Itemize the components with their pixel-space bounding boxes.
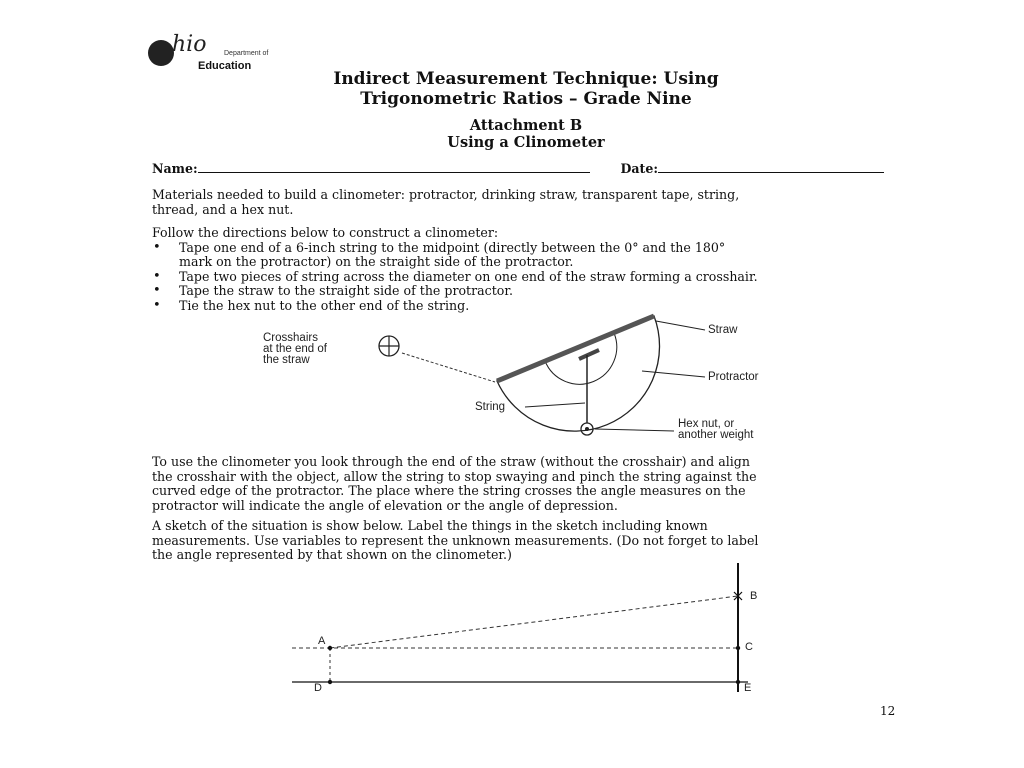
logo-education-text: Education	[198, 60, 252, 72]
usage-line: To use the clinometer you look through the end of the straw (without the crosshair) and align	[152, 454, 750, 469]
direction-step-text: Tie the hex nut to the other end of the string.	[179, 297, 470, 313]
point-d-marker	[328, 680, 332, 684]
sketch-instruction-line: A sketch of the situation is show below. Label the things in the sketch including known	[152, 518, 708, 533]
point-c-label: C	[745, 641, 753, 653]
crosshairs-label-line: at the end of	[263, 343, 327, 355]
name-label: Name:	[152, 161, 198, 176]
point-a-label: A	[318, 635, 326, 647]
materials-line: Materials needed to build a clinometer: protractor, drinking straw, transparent tape, string,	[152, 187, 740, 202]
hexnut-label-line: another weight	[678, 429, 754, 441]
directions-intro: Follow the directions below to construct a clinometer:	[152, 225, 499, 240]
point-d-label: D	[314, 682, 322, 694]
document-title-line-1: Indirect Measurement Technique: Using	[333, 69, 719, 89]
direction-step-text: • Tape one end of a 6-inch string to the midpoint (directly between the 0° and the 180°	[179, 239, 726, 255]
crosshairs-label-line: Crosshairs	[263, 332, 318, 344]
sketch-instruction-line: the angle represented by that shown on the clinometer.)	[152, 547, 512, 562]
page-number: 12	[880, 704, 896, 718]
document-title-line-2: Trigonometric Ratios – Grade Nine	[360, 89, 692, 109]
point-c-marker	[736, 646, 740, 650]
usage-line: curved edge of the protractor. The place where the string crosses the angle measures on the	[152, 483, 746, 498]
point-e-label: E	[744, 682, 752, 694]
point-a-marker	[328, 646, 332, 650]
logo-department-text: Department of	[224, 50, 269, 57]
usage-line: protractor will indicate the angle of elevation or the angle of depression.	[152, 497, 618, 513]
hexnut-label-line: Hex nut, or	[678, 418, 735, 430]
logo-script-text: hio	[172, 32, 207, 57]
usage-line: the crosshair with the object, allow the string to stop swaying and pinch the string against the	[152, 468, 757, 484]
sketch-instruction-line: measurements. Use variables to represent the unknown measurements. (Do not forget to label	[152, 532, 759, 548]
string-label: String	[475, 401, 506, 413]
line-of-sight	[330, 596, 738, 648]
direction-step-text: Tape two pieces of string across the diameter on one end of the straw forming a crosshair.	[179, 268, 758, 284]
direction-step-text: mark on the protractor) on the straight side of the protractor.	[179, 254, 574, 269]
direction-step-text: Tape the straw to the straight side of the protractor.	[179, 283, 513, 298]
straw-label: Straw	[708, 324, 738, 336]
attachment-subtitle: Using a Clinometer	[447, 134, 605, 151]
date-label: Date:	[620, 161, 659, 176]
protractor-label: Protractor	[708, 371, 759, 383]
attachment-label: Attachment B	[469, 117, 583, 134]
crosshairs-label-line: the straw	[263, 354, 310, 366]
point-e-marker	[736, 680, 740, 684]
point-b-label: B	[750, 590, 758, 602]
materials-line: thread, and a hex nut.	[152, 201, 294, 217]
